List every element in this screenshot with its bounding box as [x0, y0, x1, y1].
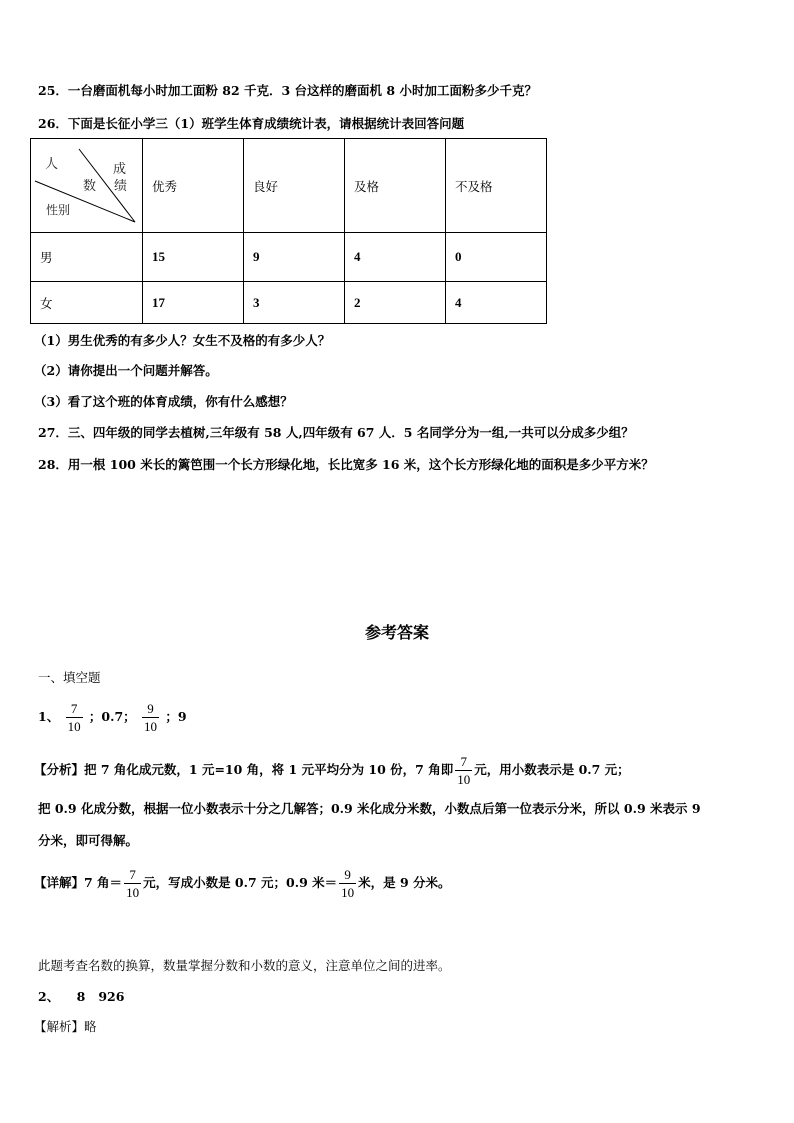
analysis-text: 元，用小数表示是 0.7 元；: [474, 762, 630, 777]
table-cell: 15: [143, 233, 244, 282]
diagonal-header-cell: [31, 139, 143, 233]
question-27: 27．三、四年级的同学去植树,三年级有 58 人,四年级有 67 人．5 名同学分为一组,一共可以分成多少组？: [38, 425, 634, 440]
numerator: 7: [460, 754, 467, 769]
analysis-line-2: 把 0.9 化成分数，根据一位小数表示十分之几解答；0.9 米化成分米数，小数点后第一位表示分米，所以 0.9 米表示 9: [38, 801, 701, 816]
analysis-text: 【分析】把 7 角化成元数，1 元=10 角，将 1 元平均分为 10 份，7 角即: [34, 762, 454, 777]
corner-label-gender: 性别: [46, 203, 71, 217]
table-cell: 4: [345, 233, 446, 282]
table-cell: 4: [446, 282, 547, 324]
answer-2: 2、 8 926: [38, 989, 125, 1004]
corner-label-cheng: 成: [113, 162, 127, 177]
denominator: 10: [126, 885, 140, 900]
section-heading: 一、填空题: [38, 670, 101, 685]
summary-text: 此题考查名数的换算，数量掌握分数和小数的意义，注意单位之间的进率。: [38, 958, 451, 973]
numerator: 9: [147, 701, 154, 716]
fraction: [142, 700, 159, 735]
stats-table: [30, 138, 547, 324]
sub-question-3: （3）看了这个班的体育成绩，你有什么感想？: [34, 394, 293, 409]
answer-text: ；9: [165, 709, 187, 724]
table-cell: 2: [345, 282, 446, 324]
numerator: 7: [70, 701, 78, 716]
detail-text: 【详解】7 角＝: [34, 875, 123, 890]
question-28: 28．用一根 100 米长的篱笆围一个长方形绿化地，长比宽多 16 米，这个长方形绿化地的面积是多少平方米？: [38, 457, 654, 472]
detail-line: [34, 866, 451, 901]
answer-text: ；0.7；: [88, 709, 136, 724]
corner-label-shu: 数: [83, 179, 97, 194]
numerator: 7: [129, 867, 136, 882]
column-header: 不及格: [446, 139, 547, 233]
analysis-line-3: 分米，即可得解。: [38, 833, 139, 848]
table-cell: 17: [143, 282, 244, 324]
table-row: [31, 282, 547, 324]
answer-2-analysis: 【解析】略: [34, 1019, 97, 1034]
answer-number: 1、: [38, 709, 60, 724]
detail-text: 元，写成小数是 0.7 元；0.9 米＝: [143, 875, 338, 890]
fraction: [339, 866, 356, 901]
table-header-row: [31, 139, 547, 233]
question-26: 26．下面是长征小学三（1）班学生体育成绩统计表，请根据统计表回答问题: [38, 116, 465, 131]
column-header: 优秀: [143, 139, 244, 233]
question-25: 25．一台磨面机每小时加工面粉 82 千克．3 台这样的磨面机 8 小时加工面粉多少千克？: [38, 83, 537, 98]
table-cell: 9: [244, 233, 345, 282]
fraction: [455, 753, 472, 788]
table-cell: 0: [446, 233, 547, 282]
corner-label-ji: 绩: [114, 179, 128, 194]
column-header: 良好: [244, 139, 345, 233]
table-row: [31, 233, 547, 282]
sub-question-2: （2）请你提出一个问题并解答。: [34, 363, 218, 378]
denominator: 10: [67, 719, 81, 734]
denominator: 10: [457, 772, 471, 787]
corner-label-ren: 人: [45, 157, 59, 172]
fraction: [66, 700, 83, 735]
column-header: 及格: [345, 139, 446, 233]
table-cell: 3: [244, 282, 345, 324]
answer-1: [38, 700, 187, 735]
answers-title: 参考答案: [364, 623, 429, 642]
numerator: 9: [344, 867, 351, 882]
analysis-line-1: [34, 753, 630, 788]
row-label: 女: [31, 282, 143, 324]
denominator: 10: [144, 719, 158, 734]
denominator: 10: [341, 885, 355, 900]
row-label: 男: [31, 233, 143, 282]
detail-text: 米，是 9 分米。: [358, 875, 451, 890]
sub-question-1: （1）男生优秀的有多少人？女生不及格的有多少人？: [34, 333, 331, 348]
fraction: [124, 866, 141, 901]
